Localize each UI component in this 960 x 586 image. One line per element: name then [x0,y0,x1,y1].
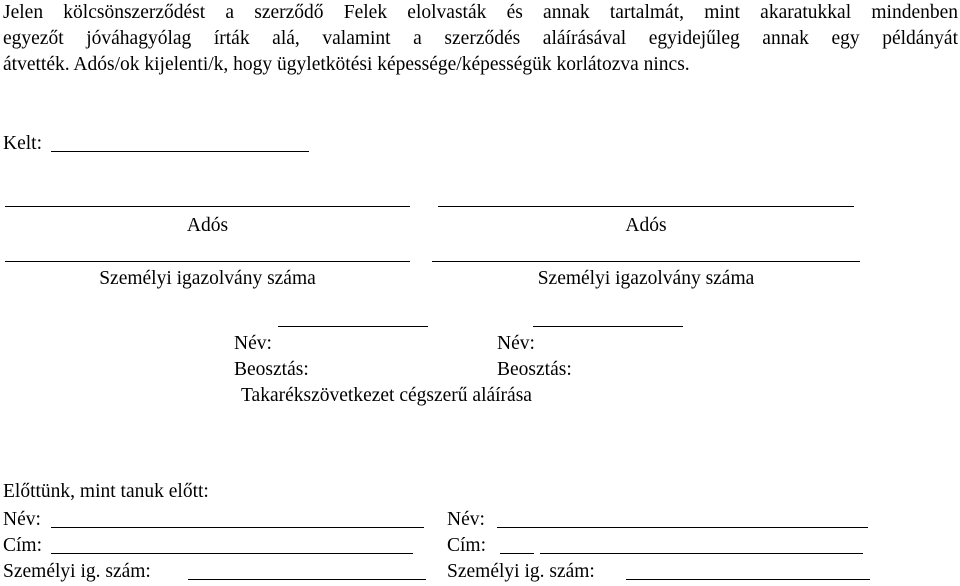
debtor-right-role: Adós [625,215,667,236]
bank-left-position-label: Beosztás: [234,359,309,380]
kelt-label: Kelt: [3,133,42,154]
bank-left-name-label: Név: [234,333,272,354]
bank-signature-caption: Takarékszövetkezet cégszerű aláírása [241,385,532,406]
bank-left-signature-line[interactable] [278,326,428,327]
debtor-left-role: Adós [186,215,229,236]
witness-left-id-label: Személyi ig. szám: [3,561,151,582]
debtor-left-id-label: Személyi igazolvány száma [99,268,316,289]
intro-paragraph [3,2,958,80]
bank-right-signature-line[interactable] [533,326,683,327]
witness-left-name-line[interactable] [51,527,424,528]
witness-right-id-line[interactable] [626,579,870,580]
intro-line-3: átvették. Adós/ok kijelenti/k, hogy ügyletkötési képessége/képességük korlátozva nincs. [3,54,690,75]
witness-left-name-label: Név: [3,509,41,530]
intro-line-2: egyezőt jóváhagyólag írták alá, valamint a szerződés aláírásával egyidejűleg annak egy példányát [3,28,958,49]
bank-right-position-label: Beosztás: [497,359,572,380]
kelt-date-line[interactable] [51,151,309,152]
bank-right-name-label: Név: [497,333,535,354]
witness-left-address-line[interactable] [51,553,413,554]
debtor-right-signature-line[interactable] [438,206,854,207]
debtor-left-id-line[interactable] [5,261,410,262]
debtor-right-id-line[interactable] [432,261,860,262]
witness-right-id-label: Személyi ig. szám: [447,561,595,582]
witnesses-heading: Előttünk, mint tanuk előtt: [3,481,209,502]
debtor-right-id-label: Személyi igazolvány száma [537,268,755,289]
witness-right-name-line[interactable] [497,527,868,528]
debtor-left-signature-line[interactable] [5,206,410,207]
intro-line-1: Jelen kölcsönszerződést a szerződő Felek elolvasták és annak tartalmát, mint akaratukkal mindenben [3,2,958,23]
witness-right-address-line-short[interactable] [500,553,534,554]
witness-right-name-label: Név: [447,509,485,530]
witness-right-address-line[interactable] [540,553,863,554]
witness-left-address-label: Cím: [3,535,43,556]
witness-left-id-line[interactable] [188,579,426,580]
witness-right-address-label: Cím: [447,535,487,556]
